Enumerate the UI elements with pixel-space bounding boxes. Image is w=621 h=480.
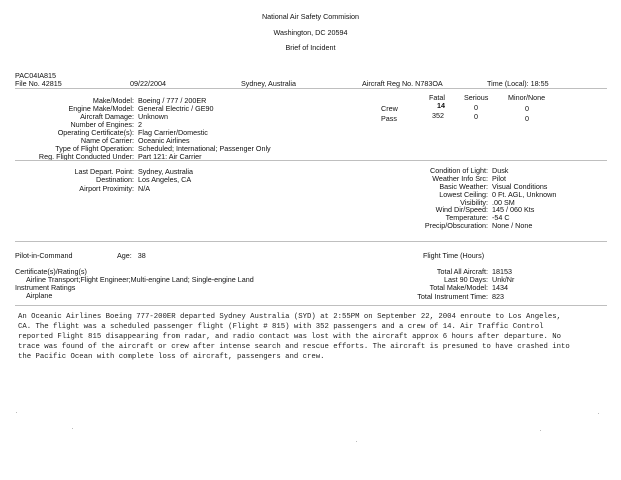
- proximity-label: Airport Proximity:: [79, 184, 134, 193]
- pass-serious: 0: [474, 112, 478, 121]
- pilot-title: Pilot-in-Command: [15, 251, 73, 260]
- header-serious: Serious: [464, 93, 489, 102]
- damage-label: Aircraft Damage:: [80, 112, 134, 121]
- incident-location: Sydney, Australia: [241, 79, 296, 88]
- aircraft-reg-value: N783OA: [415, 79, 443, 88]
- divider: [15, 305, 607, 306]
- local-time-value: 18:55: [530, 79, 549, 88]
- scan-speck: [598, 413, 599, 414]
- narrative-line: the Pacific Ocean with complete loss of aircraft, passengers and crew.: [18, 353, 325, 361]
- crew-fatal: 14: [437, 101, 445, 110]
- divider: [15, 241, 607, 242]
- damage-value: Unknown: [138, 112, 168, 121]
- destination-label: Destination:: [96, 175, 134, 184]
- weather-src-value: Pilot: [492, 174, 506, 183]
- instrument-time-label: Total Instrument Time:: [417, 292, 488, 301]
- operation-type-label: Type of Flight Operation:: [55, 144, 134, 153]
- row-label-pass: Pass: [381, 114, 397, 123]
- org-name: National Air Safety Commision: [261, 12, 360, 21]
- instrument-time-value: 823: [492, 292, 504, 301]
- pilot-age-value: 38: [137, 251, 146, 260]
- case-id: PAC04IA815: [15, 71, 57, 80]
- org-address: Washington, DC 20594: [273, 28, 348, 37]
- make-model-value: Boeing / 777 / 200ER: [138, 96, 207, 105]
- depart-value: Sydney, Australia: [138, 167, 193, 176]
- last-90-label: Last 90 Days:: [444, 275, 488, 284]
- certificate-value: Flag Carrier/Domestic: [138, 128, 208, 137]
- scan-speck: [16, 412, 17, 413]
- depart-label: Last Depart. Point:: [74, 167, 134, 176]
- carrier-value: Oceanic Airlines: [138, 136, 190, 145]
- regulation-value: Part 121: Air Carrier: [138, 152, 202, 161]
- scan-speck: [356, 441, 357, 442]
- aircraft-reg-label: Aircraft Reg No.: [362, 79, 414, 88]
- header-fatal: Fatal: [429, 93, 445, 102]
- crew-serious: 0: [474, 103, 478, 112]
- precip-value: None / None: [492, 221, 533, 230]
- narrative-line: CA. The flight was a scheduled passenger flight (Flight # 815) with 352 passengers and a crew of 14. Air Traffic Control: [18, 323, 544, 331]
- wind-label: Wind Dir/Speed:: [435, 205, 488, 214]
- aircraft-reg: [362, 79, 443, 88]
- engine-value: General Electric / GE90: [138, 104, 214, 113]
- ceiling-value: 0 Ft. AGL, Unknown: [492, 190, 557, 199]
- header-minor: Minor/None: [508, 93, 546, 102]
- total-make-value: 1434: [492, 283, 508, 292]
- crew-minor: 0: [525, 104, 529, 113]
- certificate-label: Operating Certificate(s):: [57, 128, 134, 137]
- scan-speck: [72, 428, 73, 429]
- pass-fatal: 352: [432, 111, 444, 120]
- total-make-label: Total Make/Model:: [429, 283, 488, 292]
- instrument-heading: Instrument Ratings: [15, 283, 76, 292]
- engines-count-label: Number of Engines:: [70, 120, 134, 129]
- last-90-value: Unk/Nr: [492, 275, 515, 284]
- visibility-label: Visibility:: [460, 198, 488, 207]
- ceiling-label: Lowest Ceiling:: [439, 190, 488, 199]
- scan-speck: [540, 430, 541, 431]
- wind-value: 145 / 060 Kts: [492, 205, 535, 214]
- carrier-label: Name of Carrier:: [80, 136, 134, 145]
- file-number: File No. 42815: [15, 79, 62, 88]
- regulation-label: Reg. Flight Conducted Under:: [38, 152, 134, 161]
- weather-src-label: Weather Info Src:: [432, 174, 488, 183]
- light-label: Condition of Light:: [430, 166, 488, 175]
- pilot-age-label: Age:: [117, 251, 132, 260]
- divider: [15, 88, 607, 89]
- divider: [15, 160, 607, 161]
- row-label-crew: Crew: [381, 104, 398, 113]
- operation-type-value: Scheduled; International; Passenger Only: [138, 144, 271, 153]
- local-time: [487, 79, 549, 88]
- instrument-ratings: Airplane: [26, 291, 53, 300]
- proximity-value: N/A: [138, 184, 150, 193]
- narrative-line: reported Flight 815 disappearing from radar, and radio contact was lost with the aircraft approx 6 hours after departure. No: [18, 333, 561, 341]
- precip-label: Precip/Obscuration:: [424, 221, 488, 230]
- certificate-ratings: Airline Transport;Flight Engineer;Multi-engine Land; Single-engine Land: [26, 275, 254, 284]
- local-time-label: Time (Local):: [487, 79, 529, 88]
- visibility-value: .00 SM: [492, 198, 515, 207]
- narrative-line: trace was found of the aircraft or crew after intense search and rescue efforts. The aircraft is presumed to have crashed into: [18, 343, 570, 351]
- total-all-label: Total All Aircraft:: [436, 267, 488, 276]
- document-title: Brief of Incident: [285, 43, 336, 52]
- make-model-label: Make/Model:: [92, 96, 134, 105]
- certificate-heading: Certificate(s)/Rating(s): [15, 267, 87, 276]
- total-all-value: 18153: [492, 267, 512, 276]
- light-value: Dusk: [492, 166, 509, 175]
- engine-label: Engine Make/Model:: [68, 104, 134, 113]
- narrative-line: An Oceanic Airlines Boeing 777-200ER departed Sydney Australia (SYD) at 2:55PM on September 22, 2004 enroute to Los Angeles,: [18, 313, 561, 321]
- pilot-age: [117, 251, 146, 260]
- basic-weather-label: Basic Weather:: [439, 182, 488, 191]
- flight-time-title: Flight Time (Hours): [423, 251, 485, 260]
- temperature-label: Temperature:: [445, 213, 488, 222]
- pass-minor: 0: [525, 114, 529, 123]
- temperature-value: -54 C: [492, 213, 510, 222]
- destination-value: Los Angeles, CA: [138, 175, 192, 184]
- basic-weather-value: Visual Conditions: [492, 182, 548, 191]
- engines-count-value: 2: [138, 120, 142, 129]
- incident-date: 09/22/2004: [130, 79, 166, 88]
